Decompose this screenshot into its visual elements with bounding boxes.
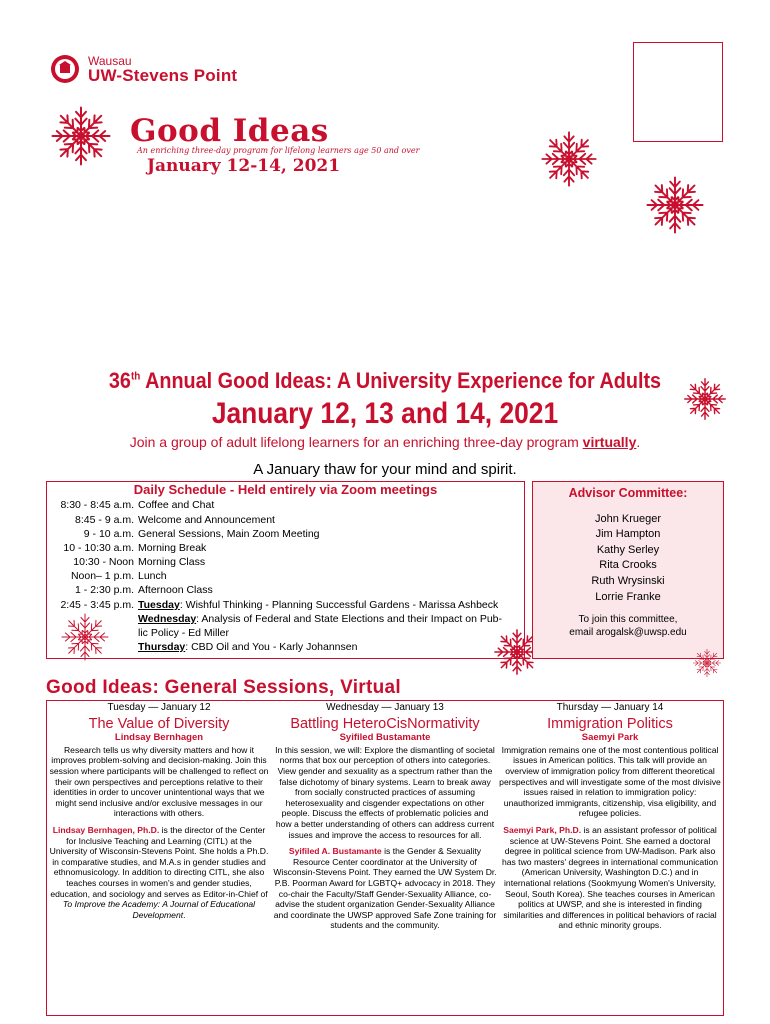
logo-university: UW-Stevens Point bbox=[88, 66, 238, 85]
snowflake-icon bbox=[683, 377, 727, 421]
schedule-row bbox=[48, 542, 206, 554]
session-title: The Value of Diversity bbox=[88, 715, 230, 732]
schedule-desc: Tuesday: Wishful Thinking - Planning Successful Gardens - Marissa Ashbeck bbox=[138, 599, 499, 611]
session-description: Immigration remains one of the most contentious political issues in American politics. This talk will provide an overview of immigration policy from different theoretical perspectives and will investigate some of the most divisive issues raised in relation to immigration policy: unauthorized immigrants, citizenship, visa eligibility, and refugee policies. bbox=[499, 744, 721, 819]
schedule-row bbox=[48, 528, 320, 540]
advisor-member: John Krueger bbox=[594, 513, 662, 525]
schedule-time: 9 - 10 a.m. bbox=[83, 528, 134, 540]
good-ideas-dates: January 12-14, 2021 bbox=[147, 156, 341, 176]
schedule-time: 8:45 - 9 a.m. bbox=[75, 514, 134, 526]
schedule-row bbox=[48, 556, 205, 568]
advisor-email-link[interactable]: email arogalsk@uwsp.edu bbox=[569, 627, 687, 638]
schedule-row bbox=[48, 599, 498, 611]
schedule-desc: Coffee and Chat bbox=[138, 499, 215, 511]
advisor-member: Kathy Serley bbox=[596, 544, 660, 556]
schedule-desc: Morning Break bbox=[138, 542, 207, 554]
schedule-row bbox=[48, 584, 213, 596]
schedule-desc: General Sessions, Main Zoom Meeting bbox=[138, 528, 320, 540]
session-title: Battling HeteroCisNormativity bbox=[290, 715, 480, 732]
seal-icon bbox=[50, 54, 80, 84]
schedule-desc: Welcome and Announcement bbox=[138, 514, 275, 526]
session-bio: Lindsay Bernhagen, Ph.D. is the director of the Center for Inclusive Teaching and Learning (CITL) at the University of Wisconsin-Stevens Point. She holds a Ph.D. in comparative studies, and M.A.s in gender studies and ethnomusicology. In addition to directing CITL, she also teaches courses in women's and gender studies, education, and sociology and serves as Editor-in-Chief of To Improve the Academy: A Journal of Educational Development. bbox=[49, 824, 269, 920]
schedule-desc: Lunch bbox=[138, 570, 167, 582]
session-wednesday bbox=[273, 701, 497, 931]
schedule-row-wednesday: Wednesday: Analysis of Federal and State Elections and their Impact on Pub- bbox=[138, 613, 503, 625]
session-thursday bbox=[498, 701, 722, 931]
good-ideas-title: Good Ideas bbox=[130, 113, 329, 149]
event-dates: January 12, 13 and 14, 2021 bbox=[211, 397, 559, 430]
annual-heading: 36th Annual Good Ideas: A University Experience for Adults bbox=[108, 368, 662, 393]
thaw-slogan: A January thaw for your mind and spirit. bbox=[253, 461, 517, 478]
sessions-title: Good Ideas: General Sessions, Virtual bbox=[46, 677, 401, 698]
advisor-join-text: To join this committee, bbox=[578, 614, 678, 625]
advisor-member: Jim Hampton bbox=[595, 528, 661, 540]
session-day: Wednesday — January 13 bbox=[326, 702, 444, 713]
session-title: Immigration Politics bbox=[547, 715, 673, 732]
session-speaker: Lindsay Bernhagen bbox=[114, 732, 204, 744]
schedule-row bbox=[48, 570, 167, 582]
snowflake-icon bbox=[60, 612, 110, 662]
schedule-time: 2:45 - 3:45 p.m. bbox=[60, 599, 134, 611]
schedule-time: 10:30 - Noon bbox=[73, 556, 134, 568]
schedule-row-wednesday-cont: lic Policy - Ed Miller bbox=[138, 627, 230, 639]
snowflake-icon bbox=[692, 648, 722, 678]
good-ideas-tagline: An enriching three-day program for lifelong learners age 50 and over bbox=[137, 146, 420, 155]
schedule-row bbox=[48, 499, 214, 511]
session-description: Research tells us why diversity matters and how it improves problem-solving and decision-making. Join this session where participants will be challenged to reflect on their own perspectives and perceptions relative to their identities in order to uncover unintentional ways that we might send inclusive and/or exclusive messages in our interactions with others. bbox=[49, 744, 269, 819]
schedule-desc: Afternoon Class bbox=[138, 584, 213, 596]
advisor-member: Ruth Wrysinski bbox=[591, 575, 665, 587]
schedule-row bbox=[48, 514, 275, 526]
session-bio: Syifiled A. Bustamante is the Gender & Sexuality Resource Center coordinator at the University of Wisconsin-Stevens Point. They earned the UW System Dr. P.B. Poorman Award for LGBTQ+ advocacy in 2018. They co-chair the Faculty/Staff Gender-Sexuality Alliance, co-advise the student organization Gender-Sexuality Alliance and coordinate the UWSP approved Safe Zone training for students and the community. bbox=[273, 846, 497, 931]
schedule-desc: Morning Class bbox=[138, 556, 206, 568]
advisor-member: Lorrie Franke bbox=[595, 591, 661, 603]
schedule-time: 1 - 2:30 p.m. bbox=[75, 584, 134, 596]
session-speaker: Saemyi Park bbox=[581, 732, 639, 744]
session-day: Tuesday — January 12 bbox=[107, 702, 211, 713]
session-tuesday bbox=[47, 701, 271, 920]
schedule-time: 10 - 10:30 a.m. bbox=[63, 542, 134, 554]
schedule-title: Daily Schedule - Held entirely via Zoom meetings bbox=[133, 482, 438, 497]
snowflake-icon bbox=[540, 130, 598, 188]
snowflake-icon bbox=[645, 175, 705, 235]
schedule-time: Noon– 1 p.m. bbox=[70, 570, 134, 582]
advisor-member: Rita Crooks bbox=[599, 559, 657, 571]
join-text: Join a group of adult lifelong learners for an enriching three-day program virtually. bbox=[129, 434, 641, 450]
session-bio: Saemyi Park, Ph.D. is an assistant professor of political science at UW-Stevens Point. She earned a doctoral degree in political science from UW-Madison. Park also has two masters' degrees in international communication (American University, Washington D.C.) and in international relations (Sookmyung Women's University, Seoul, South Korea). She teaches courses in American politics at UWSP, and she is interested in finding similarities and differences in political behaviors of racial and ethnic minority groups. bbox=[501, 824, 719, 931]
snowflake-icon bbox=[50, 105, 112, 167]
session-day: Thursday — January 14 bbox=[556, 702, 664, 713]
session-description: In this session, we will: Explore the dismantling of societal norms that box our perception of others into categories. View gender and sexuality as a spectrum rather than the false dichotomy of binary systems. Learn to break away from socially constructed practices of assuming heterosexuality and cisgender expectations on other people. Discuss the effects of problematic policies and how a better understanding of others can address current issues and improve the access to resources for all. bbox=[275, 744, 495, 840]
schedule-time: 8:30 - 8:45 a.m. bbox=[60, 499, 134, 511]
virtually-link[interactable]: virtually bbox=[582, 434, 637, 450]
session-speaker: Syifiled Bustamante bbox=[339, 732, 431, 744]
logo-campus: Wausau bbox=[88, 54, 132, 68]
stamp-box bbox=[633, 42, 723, 142]
advisor-title: Advisor Committee: bbox=[568, 486, 688, 500]
schedule-row-thursday: Thursday: CBD Oil and You - Karly Johannsen bbox=[138, 641, 358, 653]
